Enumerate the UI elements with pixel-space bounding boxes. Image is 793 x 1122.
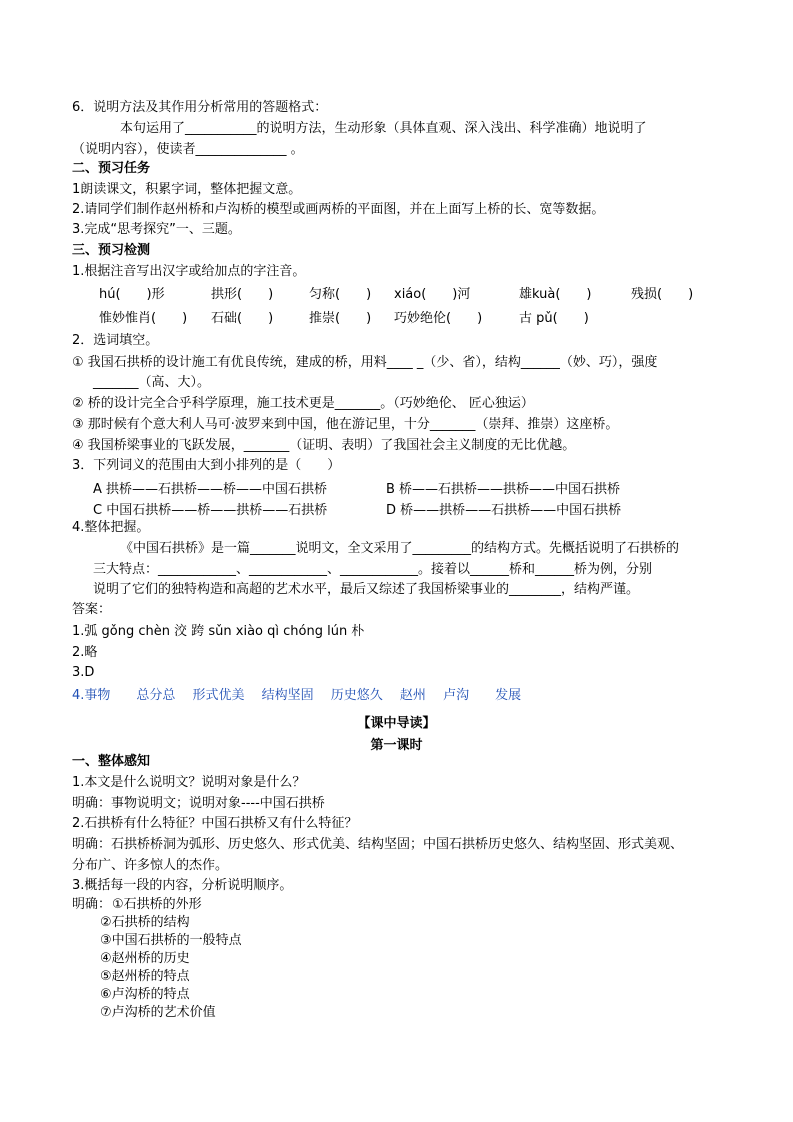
order-item: ⑥卢沟桥的特点 (100, 987, 190, 1002)
pinyin-item: 巧妙绝伦( ) (394, 311, 483, 326)
guide-line: 明确：事物说明文；说明对象----中国石拱桥 (72, 796, 325, 811)
guide-heading: 一、整体感知 (72, 754, 151, 769)
answer-line: 3.D (72, 665, 95, 680)
task-item: 2.请同学们制作赵州桥和卢沟桥的模型或画两桥的平面图，并在上面写上桥的长、宽等数据。 (72, 202, 605, 217)
order-label: 明确： (72, 897, 112, 912)
pinyin-item: xiáo( )河 (394, 287, 471, 302)
answer-line: 2.略 (72, 645, 98, 660)
check-heading: 三、预习检测 (72, 243, 151, 258)
fill-line: ③ 那时候有个意大利人马可·波罗来到中国，他在游记里，十分_______（崇拜、推崇）这座桥。 (72, 417, 619, 432)
pinyin-item: 拱形( ) (211, 287, 274, 302)
q4-line: 三大特点：____________、____________、____________。接着以______桥和______桥为例，分别 (93, 562, 653, 577)
guide-line: 分布广、许多惊人的杰作。 (72, 858, 229, 873)
section-subtitle: 第一课时 (370, 738, 423, 753)
order-item: ③中国石拱桥的一般特点 (100, 933, 242, 948)
order-item: ⑦卢沟桥的艺术价值 (100, 1005, 216, 1020)
task-heading: 二、预习任务 (72, 161, 151, 176)
check-q4: 4.整体把握。 (72, 520, 150, 535)
order-item: ④赵州桥的历史 (100, 951, 190, 966)
q4-line: 《中国石拱桥》是一篇_______说明文，全文采用了_________的结构方式。先概括说明了石拱桥的 (120, 541, 680, 556)
task-item: 3.完成“思考探究”一、三题。 (72, 222, 241, 237)
pinyin-item: 推崇( ) (309, 311, 372, 326)
q6-title: 6．说明方法及其作用分析常用的答题格式： (72, 100, 328, 115)
answer-line: 4.事物 总分总 形式优美 结构坚固 历史悠久 赵州 卢沟 发展 (72, 688, 522, 703)
q4-line: 说明了它们的独特构造和高超的艺术水平，最后又综述了我国桥梁事业的________，结构严谨。 (93, 582, 640, 597)
fill-line: ④ 我国桥梁事业的飞跃发展，_______（证明、表明）了我国社会主义制度的无比优越。 (72, 438, 576, 453)
fill-line: ① 我国石拱桥的设计施工有优良传统，建成的桥，用料____ _（少、省），结构______（妙、巧），强度 (72, 355, 658, 370)
pinyin-item: 雄kuà( ) (519, 287, 592, 302)
check-q1: 1.根据注音写出汉字或给加点的字注音。 (72, 264, 306, 279)
pinyin-item: hú( )形 (99, 287, 165, 302)
fill-line: ② 桥的设计完全合乎科学原理，施工技术更是_______。（巧妙绝伦、 匠心独运） (72, 396, 534, 411)
order-item: ①石拱桥的外形 (112, 897, 202, 912)
section-title: 【课中导读】 (357, 716, 436, 731)
check-q2: 2．选词填空。 (72, 333, 159, 348)
pinyin-item: 匀称( ) (309, 287, 372, 302)
answer-line: 1.弧 gǒng chèn 洨 跨 sǔn xiào qì chóng lún 朴 (72, 624, 365, 639)
fill-line: _______（高、大）。 (93, 375, 211, 390)
guide-line: 明确：石拱桥桥洞为弧形、历史悠久、形式优美、结构坚固；中国石拱桥历史悠久、结构坚固、形式美观、 (72, 837, 684, 852)
check-q3: 3．下列词义的范围由大到小排列的是（ ） (72, 458, 341, 473)
option-a: A 拱桥——石拱桥——桥——中国石拱桥 (93, 482, 328, 497)
pinyin-item: 残损( ) (631, 287, 694, 302)
answers-label: 答案： (72, 602, 112, 617)
task-item: 1朗读课文，积累字词，整体把握文意。 (72, 182, 302, 197)
q6-line-2: （说明内容），使读者______________ 。 (72, 142, 304, 157)
guide-line: 2.石拱桥有什么特征？中国石拱桥又有什么特征？ (72, 816, 358, 831)
option-c: C 中国石拱桥——桥——拱桥——石拱桥 (93, 503, 328, 518)
pinyin-item: 惟妙惟肖( ) (99, 311, 188, 326)
pinyin-item: 古 pǔ( ) (519, 311, 589, 326)
guide-line: 3.概括每一段的内容，分析说明顺序。 (72, 878, 293, 893)
guide-line: 1.本文是什么说明文？说明对象是什么？ (72, 775, 306, 790)
option-d: D 桥——拱桥——石拱桥——中国石拱桥 (386, 503, 622, 518)
q6-line-1: 本句运用了___________的说明方法，生动形象（具体直观、深入浅出、科学准确）地说明了 (120, 121, 647, 136)
pinyin-item: 石础( ) (211, 311, 274, 326)
option-b: B 桥——石拱桥——拱桥——中国石拱桥 (386, 482, 621, 497)
order-item: ⑤赵州桥的特点 (100, 969, 190, 984)
order-item: ②石拱桥的结构 (100, 915, 190, 930)
